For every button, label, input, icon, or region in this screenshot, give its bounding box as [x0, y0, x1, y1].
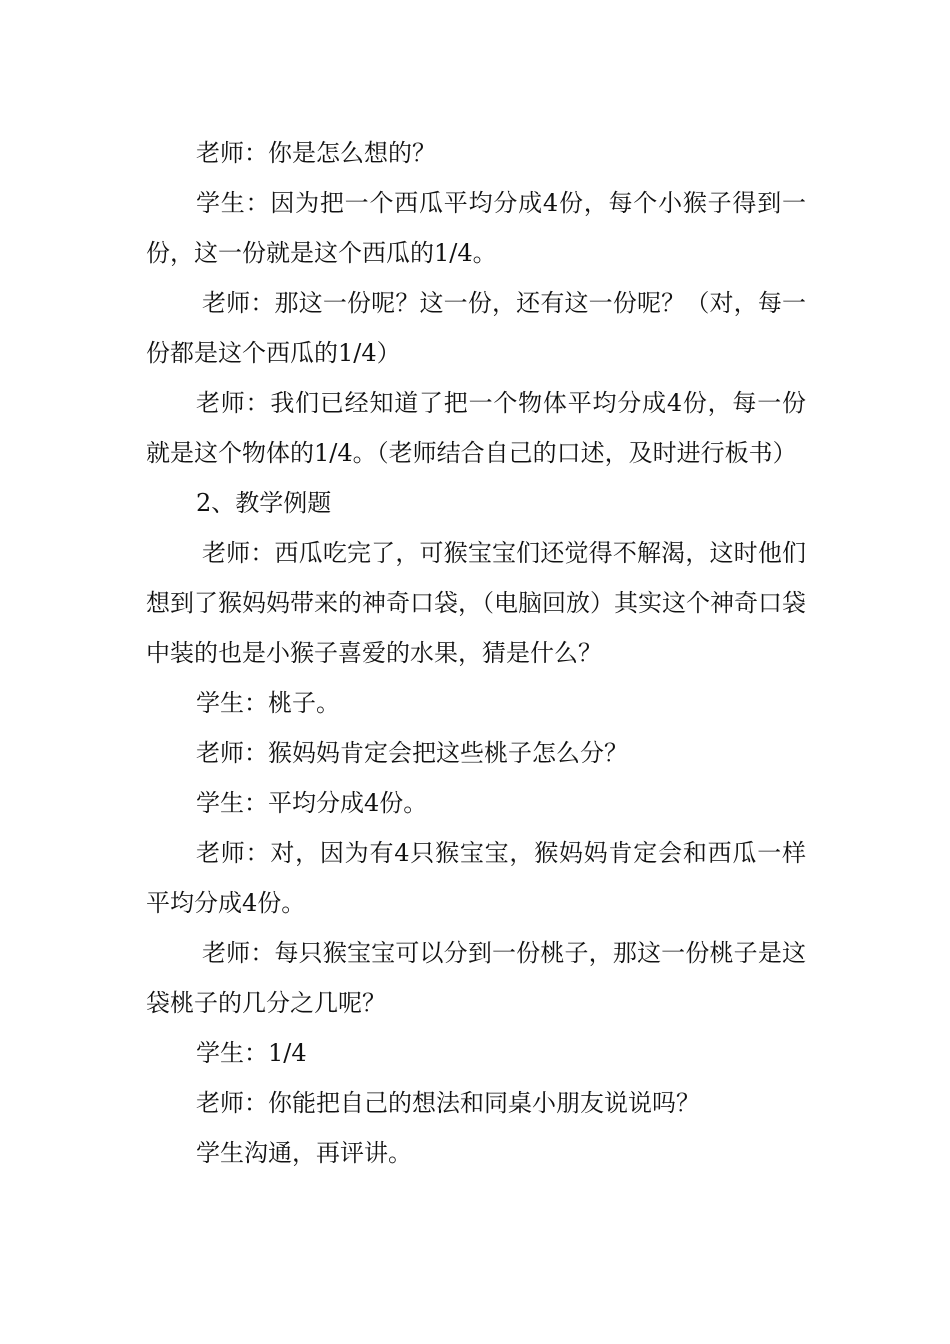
paragraph-teacher-question: 老师：你是怎么想的？ — [196, 139, 436, 167]
document-page — [146, 128, 806, 1178]
paragraph-teacher-how-divide: 老师：猴妈妈肯定会把这些桃子怎么分？ — [196, 739, 628, 767]
paragraph-student-four-parts: 学生：平均分成4份。 — [196, 789, 428, 817]
paragraph-teacher-each-share: 老师：那这一份呢？这一份，还有这一份呢？（对，每一份都是这个西瓜的1/4） — [146, 289, 806, 367]
section-heading-example: 2、教学例题 — [196, 489, 332, 517]
paragraph-student-peaches: 学生：桃子。 — [196, 689, 340, 717]
paragraph-teacher-four-monkeys: 老师：对，因为有4只猴宝宝，猴妈妈肯定会和西瓜一样平均分成4份。 — [146, 839, 806, 917]
paragraph-teacher-magic-bag: 老师：西瓜吃完了，可猴宝宝们还觉得不解渴，这时他们想到了猴妈妈带来的神奇口袋，（电脑回放）其实这个神奇口袋中装的也是小猴子喜爱的水果，猜是什么？ — [146, 539, 806, 667]
paragraph-teacher-discuss: 老师：你能把自己的想法和同桌小朋友说说吗？ — [196, 1089, 700, 1117]
paragraph-student-one-quarter: 学生：1/4 — [196, 1039, 307, 1067]
paragraph-student-communicate: 学生沟通，再评讲。 — [196, 1139, 412, 1167]
paragraph-student-answer-watermelon: 学生：因为把一个西瓜平均分成4份，每个小猴子得到一份，这一份就是这个西瓜的1/4。 — [146, 189, 806, 267]
paragraph-teacher-summary: 老师：我们已经知道了把一个物体平均分成4份，每一份就是这个物体的1/4。（老师结合自己的口述，及时进行板书） — [146, 389, 806, 467]
paragraph-teacher-fraction-question: 老师：每只猴宝宝可以分到一份桃子，那这一份桃子是这袋桃子的几分之几呢？ — [146, 939, 806, 1017]
